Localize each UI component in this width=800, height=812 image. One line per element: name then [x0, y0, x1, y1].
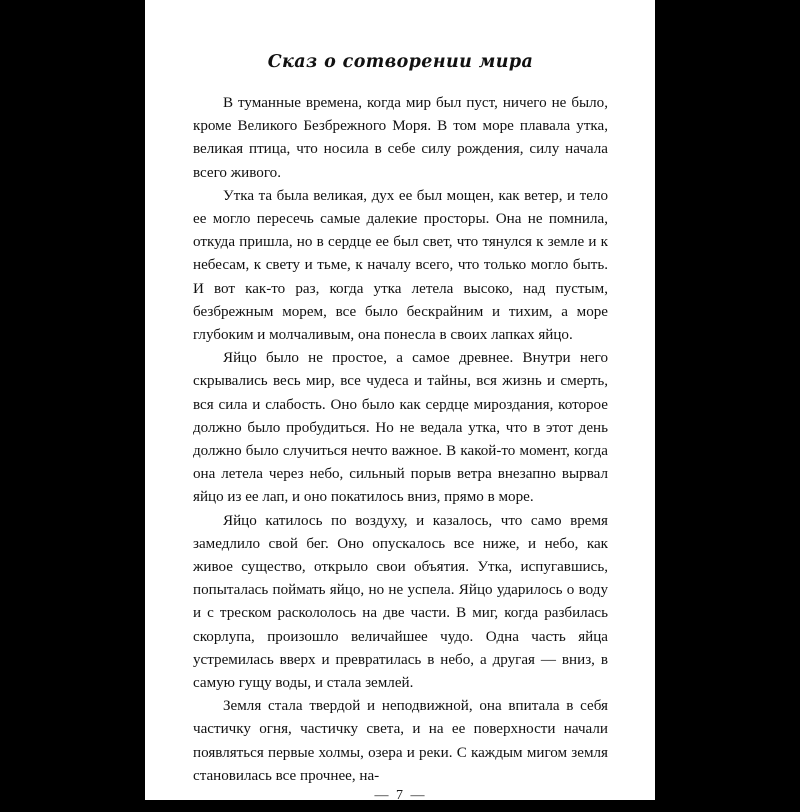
book-page: [145, 0, 655, 804]
paragraph: Земля стала твердой и неподвижной, она впитала в себя частичку огня, частичку света, и на ее поверхности начали появляться первые холмы, озера и реки. С каждым мигом земля становилась все прочнее, на-: [193, 698, 608, 784]
chapter-title: Сказ о сотворении мира: [267, 52, 534, 72]
paragraph: Яйцо было не простое, а самое древнее. Внутри него скрывались весь мир, все чудеса и тайны, вся жизнь и смерть, вся сила и слабость. Оно было как сердце мироздания, которое должно было пробудиться. Но не ведала утка, что в этот день должно было случиться нечто важное. В какой-то момент, когда она летела через небо, сильный порыв ветра внезапно вырвал яйцо из ее лап, и оно покатилось вниз, прямо в море.: [193, 350, 608, 506]
paragraph: Утка та была великая, дух ее был мощен, как ветер, и тело ее могло пересечь самые далекие просторы. Она не помнила, откуда пришла, но в сердце ее был свет, что тянулся к земле и к небесам, к свету и тьме, к началу всего, что только могло быть. И вот как-то раз, когда утка летела высоко, над пустым, безбрежным морем, все было бескрайним и тихим, а море глубоким и молчаливым, она понесла в своих лапках яйцо.: [193, 187, 608, 344]
page-number: — 7 —: [374, 788, 427, 804]
paragraph: В туманные времена, когда мир был пуст, ничего не было, кроме Великого Безбрежного Моря. В том море плавала утка, великая птица, что носила в себе силу рождения, силу начала всего живого.: [193, 95, 608, 181]
page-content: [145, 0, 655, 804]
paragraph: Яйцо катилось по воздуху, и казалось, что само время замедлило свой бег. Оно опускалось все ниже, и небо, как живое существо, открыло свои объятия. Утка, испугавшись, попыталась поймать яйцо, но не успела. Яйцо ударилось о воду и с треском раскололось на две части. В миг, когда разбилась скорлупа, произошло величайшее чудо. Одна часть яйца устремилась вверх и превратилась в небо, а другая — вниз, в самую гущу воды, и стала землей.: [193, 512, 608, 692]
body-text: [193, 92, 608, 788]
